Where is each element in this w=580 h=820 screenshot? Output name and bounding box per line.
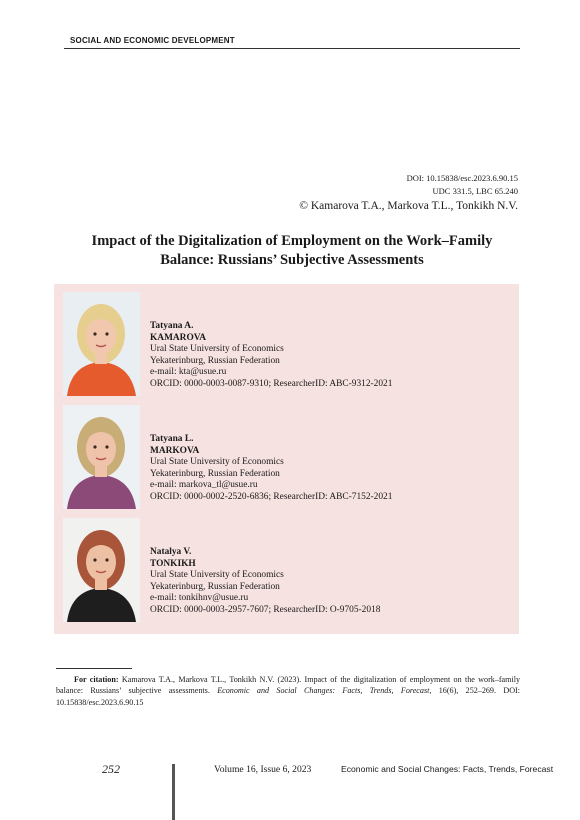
author-email[interactable]: e-mail: kta@usue.ru — [150, 367, 227, 378]
article-title — [64, 232, 520, 270]
author-ids: ORCID: 0000-0003-2957-7607; ResearcherID: O-9705-2018 — [150, 604, 381, 615]
author-email[interactable]: e-mail: tonkihnv@usue.ru — [150, 593, 249, 604]
footnote-rule — [56, 668, 132, 669]
footer-divider — [172, 764, 175, 820]
footer-journal: Economic and Social Changes: Facts, Trends, Forecast — [341, 764, 554, 774]
author-last-name: KAMAROVA — [150, 332, 207, 343]
citation-doi: , 16(6), 252–269. DOI: 10.15838/esc.2023.6.90.15 — [56, 686, 520, 707]
author-email[interactable]: e-mail: markova_tl@usue.ru — [150, 480, 258, 491]
author-card — [54, 510, 519, 618]
author-card — [54, 284, 519, 392]
authors-panel — [54, 284, 519, 634]
author-ids: ORCID: 0000-0003-0087-9310; ResearcherID: ABC-9312-2021 — [150, 378, 393, 389]
author-card — [54, 397, 519, 505]
author-organization: Ural State University of Economics — [150, 457, 284, 468]
citation-label: For citation: — [74, 675, 119, 684]
author-info — [150, 321, 392, 391]
author-city: Yekaterinburg, Russian Federation — [150, 468, 280, 479]
author-organization: Ural State University of Economics — [150, 344, 284, 355]
footer-volume: Volume 16, Issue 6, 2023 — [214, 764, 312, 775]
author-last-name: TONKIKH — [150, 558, 196, 569]
author-first-name: Tatyana A. — [150, 321, 194, 331]
author-city: Yekaterinburg, Russian Federation — [150, 581, 280, 592]
running-head: SOCIAL AND ECONOMIC DEVELOPMENT — [70, 36, 235, 45]
author-ids: ORCID: 0000-0002-2520-6836; ResearcherID: ABC-7152-2021 — [150, 491, 393, 502]
header-rule — [64, 48, 520, 49]
author-portrait-woman-purple-scarf — [63, 405, 140, 509]
author-first-name: Natalya V. — [150, 547, 192, 557]
author-portrait-blonde-woman-orange-top — [63, 292, 140, 396]
citation-note — [56, 674, 520, 708]
copyright: © Kamarova T.A., Markova T.L., Tonkikh N.V. — [299, 200, 518, 212]
udc: UDC 331.5, LBC 65.240 — [432, 186, 518, 196]
title-line-1: Impact of the Digitalization of Employment on the Work–Family — [91, 233, 493, 249]
author-info — [150, 434, 392, 504]
doi-block — [407, 172, 518, 198]
doi: DOI: 10.15838/esc.2023.6.90.15 — [406, 173, 518, 183]
author-organization: Ural State University of Economics — [150, 570, 284, 581]
page-number: 252 — [102, 762, 120, 776]
citation-text: Kamarova T.A., Markova T.L., Tonkikh N.V. (2023). Impact of the digitalization of employment on the work–family balance: Russians’ subjective assessments. — [56, 675, 520, 696]
author-info — [150, 547, 380, 617]
author-last-name: MARKOVA — [150, 445, 200, 456]
citation-journal: Economic and Social Changes: Facts, Trends, Forecast — [217, 686, 430, 696]
author-city: Yekaterinburg, Russian Federation — [150, 355, 280, 366]
author-first-name: Tatyana L. — [150, 434, 194, 444]
title-line-2: Balance: Russians’ Subjective Assessments — [160, 252, 424, 268]
author-portrait-woman-dark-jacket — [63, 518, 140, 622]
